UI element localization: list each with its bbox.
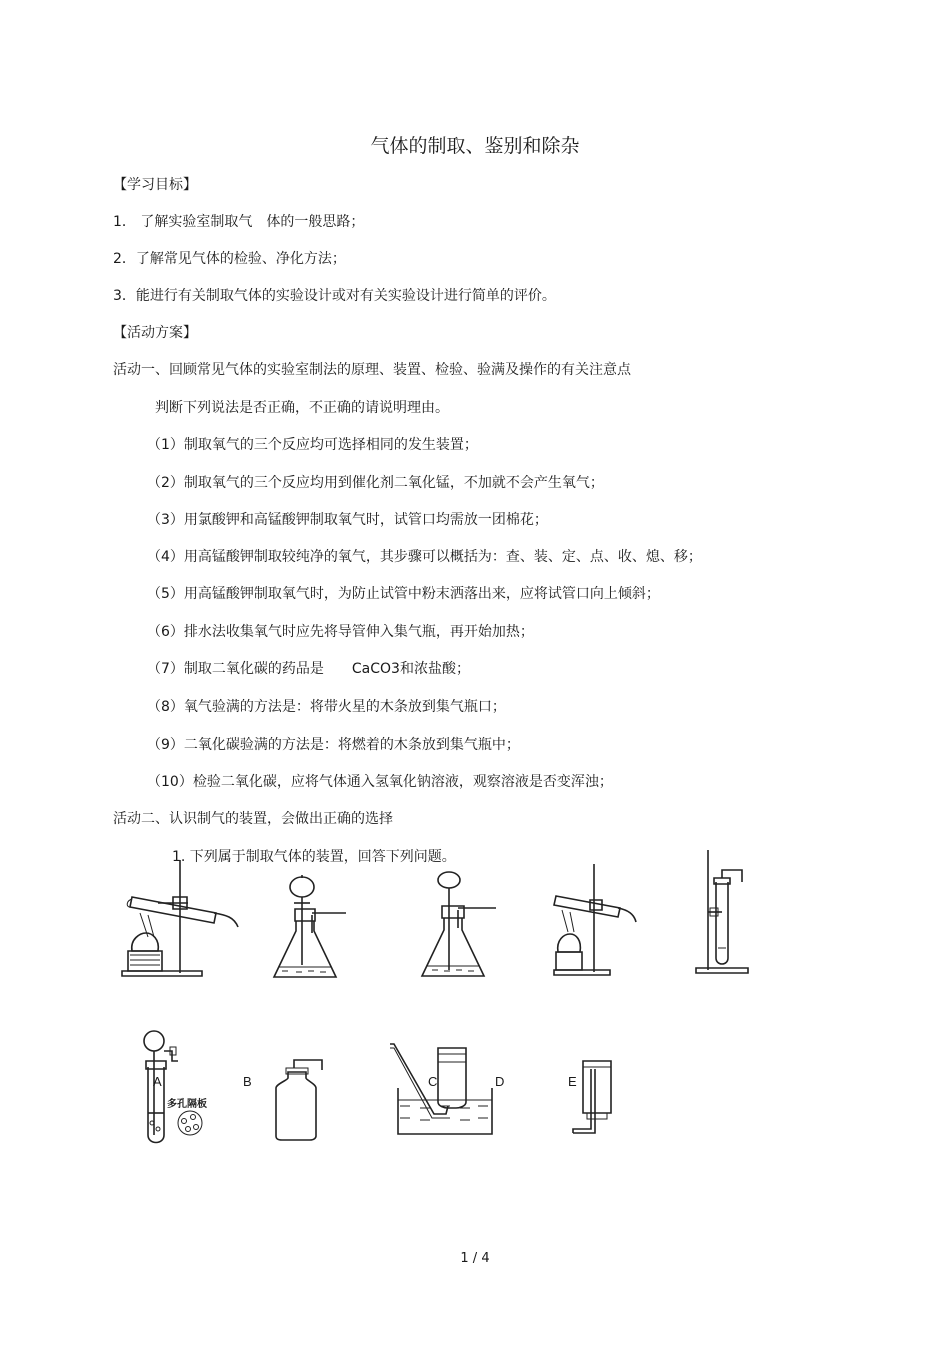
conical-flask-funnel-apparatus: [268, 873, 358, 983]
conical-flask-long-funnel-apparatus: [418, 868, 508, 983]
apparatus-cd-water-trough: [386, 1040, 511, 1140]
apparatus-e-bottle: [565, 1055, 625, 1140]
goal-item-3: 3．能进行有关制取气体的实验设计或对有关实验设计进行简单的评价。: [113, 288, 556, 304]
statement-4: （4）用高锰酸钾制取较纯净的氧气，其步骤可以概括为：查、装、定、点、收、熄、移；: [147, 549, 702, 565]
goal-item-2: 2．了解常见气体的检验、净化方法；: [113, 251, 346, 267]
statement-9: （9）二氧化碳验满的方法是：将燃着的木条放到集气瓶中；: [147, 737, 520, 753]
apparatus-label-d: D: [495, 1074, 505, 1089]
multi-hole-plate-label: 多孔隔板: [167, 1099, 207, 1110]
page-number: 1 / 4: [460, 1251, 490, 1266]
statement-1: （1）制取氧气的三个反应均可选择相同的发生装置；: [147, 437, 478, 453]
apparatus-a-tube-with-plate: [138, 1025, 228, 1150]
goal-item-1: 1． 了解实验室制取气 体的一般思路；: [113, 214, 365, 230]
apparatus-label-b: B: [243, 1074, 252, 1089]
statement-10: （10）检验二氧化碳，应将气体通入氢氧化钠溶液，观察溶液是否变浑浊；: [147, 774, 613, 790]
activity1-intro: 判断下列说法是否正确，不正确的请说明理由。: [155, 400, 449, 416]
statement-3: （3）用氯酸钾和高锰酸钾制取氧气时，试管口均需放一团棉花；: [147, 512, 548, 528]
goals-header: 【学习目标】: [113, 177, 197, 193]
heating-tube-apparatus-2: [550, 862, 650, 980]
plan-header: 【活动方案】: [113, 325, 197, 341]
apparatus-label-a: A: [153, 1074, 162, 1089]
statement-6: （6）排水法收集氧气时应先将导管伸入集气瓶，再开始加热；: [147, 624, 534, 640]
question-1: 1. 下列属于制取气体的装置，回答下列问题。: [172, 849, 456, 865]
page-title: 气体的制取、鉴别和除杂: [370, 135, 580, 157]
statement-2: （2）制取氧气的三个反应均用到催化剂二氧化锰，不加就不会产生氧气；: [147, 475, 604, 491]
apparatus-label-e: E: [568, 1074, 577, 1089]
heating-tube-apparatus-1: [118, 855, 248, 980]
activity2-title: 活动二、认识制气的装置，会做出正确的选择: [113, 811, 393, 827]
statement-7: （7）制取二氧化碳的药品是 CaCO3和浓盐酸；: [147, 661, 470, 677]
activity1-title: 活动一、回顾常见气体的实验室制法的原理、装置、检验、验满及操作的有关注意点: [113, 362, 631, 378]
apparatus-label-c: C: [428, 1074, 438, 1089]
statement-8: （8）氧气验满的方法是：将带火星的木条放到集气瓶口；: [147, 699, 506, 715]
vertical-test-tube-apparatus: [690, 848, 760, 978]
apparatus-b-gas-bottle: [270, 1058, 330, 1143]
statement-5: （5）用高锰酸钾制取氧气时，为防止试管中粉末洒落出来，应将试管口向上倾斜；: [147, 586, 660, 602]
